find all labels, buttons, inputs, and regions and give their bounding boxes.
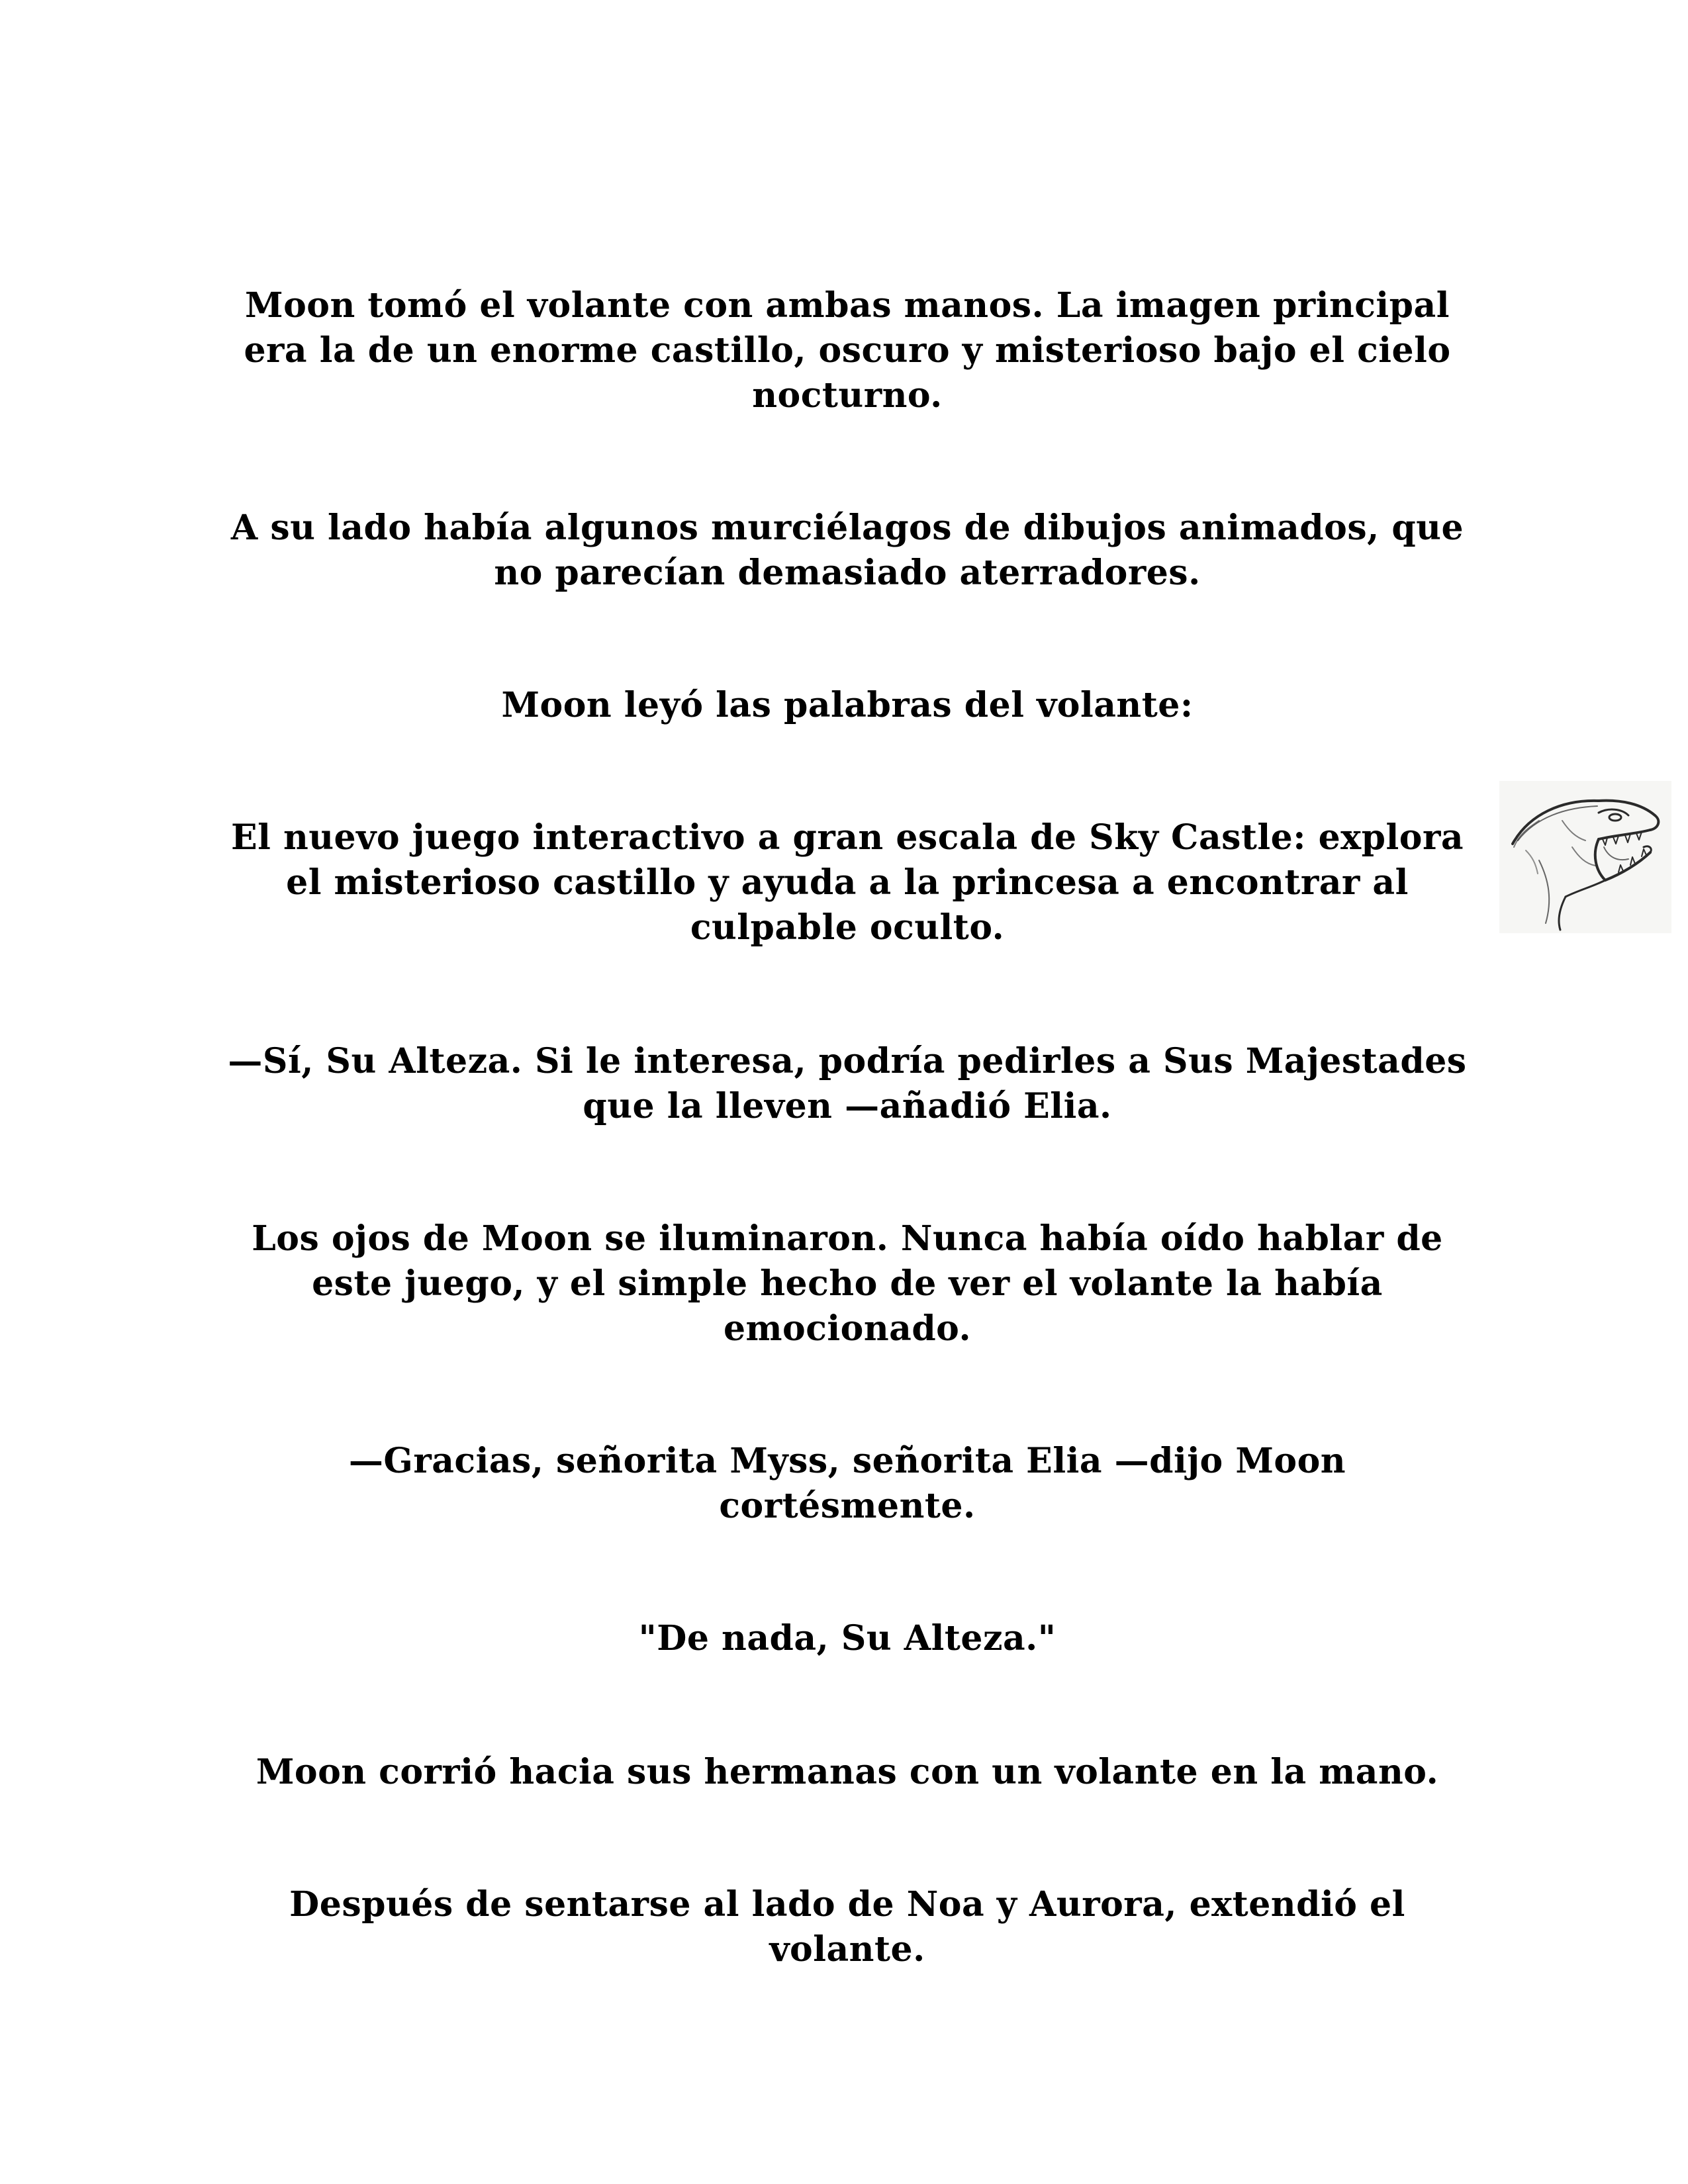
dinosaur-sketch-svg	[1499, 781, 1671, 933]
paragraph-6: Los ojos de Moon se iluminaron. Nunca había oído hablar de este juego, y el simple hecho de ver el volante la había emocionado.	[252, 1218, 1443, 1349]
paragraph-7: —Gracias, señorita Myss, señorita Elia —dijo Moon cortésmente.	[348, 1441, 1346, 1526]
paragraph-5: —Sí, Su Alteza. Si le interesa, podría pedirles a Sus Majestades que la lleven —añadió Elia.	[228, 1041, 1467, 1126]
paragraph-8: "De nada, Su Alteza."	[638, 1618, 1056, 1659]
dinosaur-head-sketch-icon	[1499, 781, 1671, 933]
paragraph-3: Moon leyó las palabras del volante:	[501, 685, 1194, 725]
paragraph-10: Después de sentarse al lado de Noa y Aurora, extendió el volante.	[289, 1884, 1405, 1970]
paragraph-9: Moon corrió hacia sus hermanas con un volante en la mano.	[256, 1752, 1439, 1792]
paragraph-4: El nuevo juego interactivo a gran escala de Sky Castle: explora el misterioso castillo y ayuda a la princesa a encontrar al culpable oculto.	[230, 817, 1464, 948]
paragraph-1: Moon tomó el volante con ambas manos. La imagen principal era la de un enorme castillo, oscuro y misterioso bajo el cielo nocturno.	[244, 285, 1451, 416]
paragraph-2: A su lado había algunos murciélagos de dibujos animados, que no parecían demasiado aterradores.	[230, 508, 1464, 593]
